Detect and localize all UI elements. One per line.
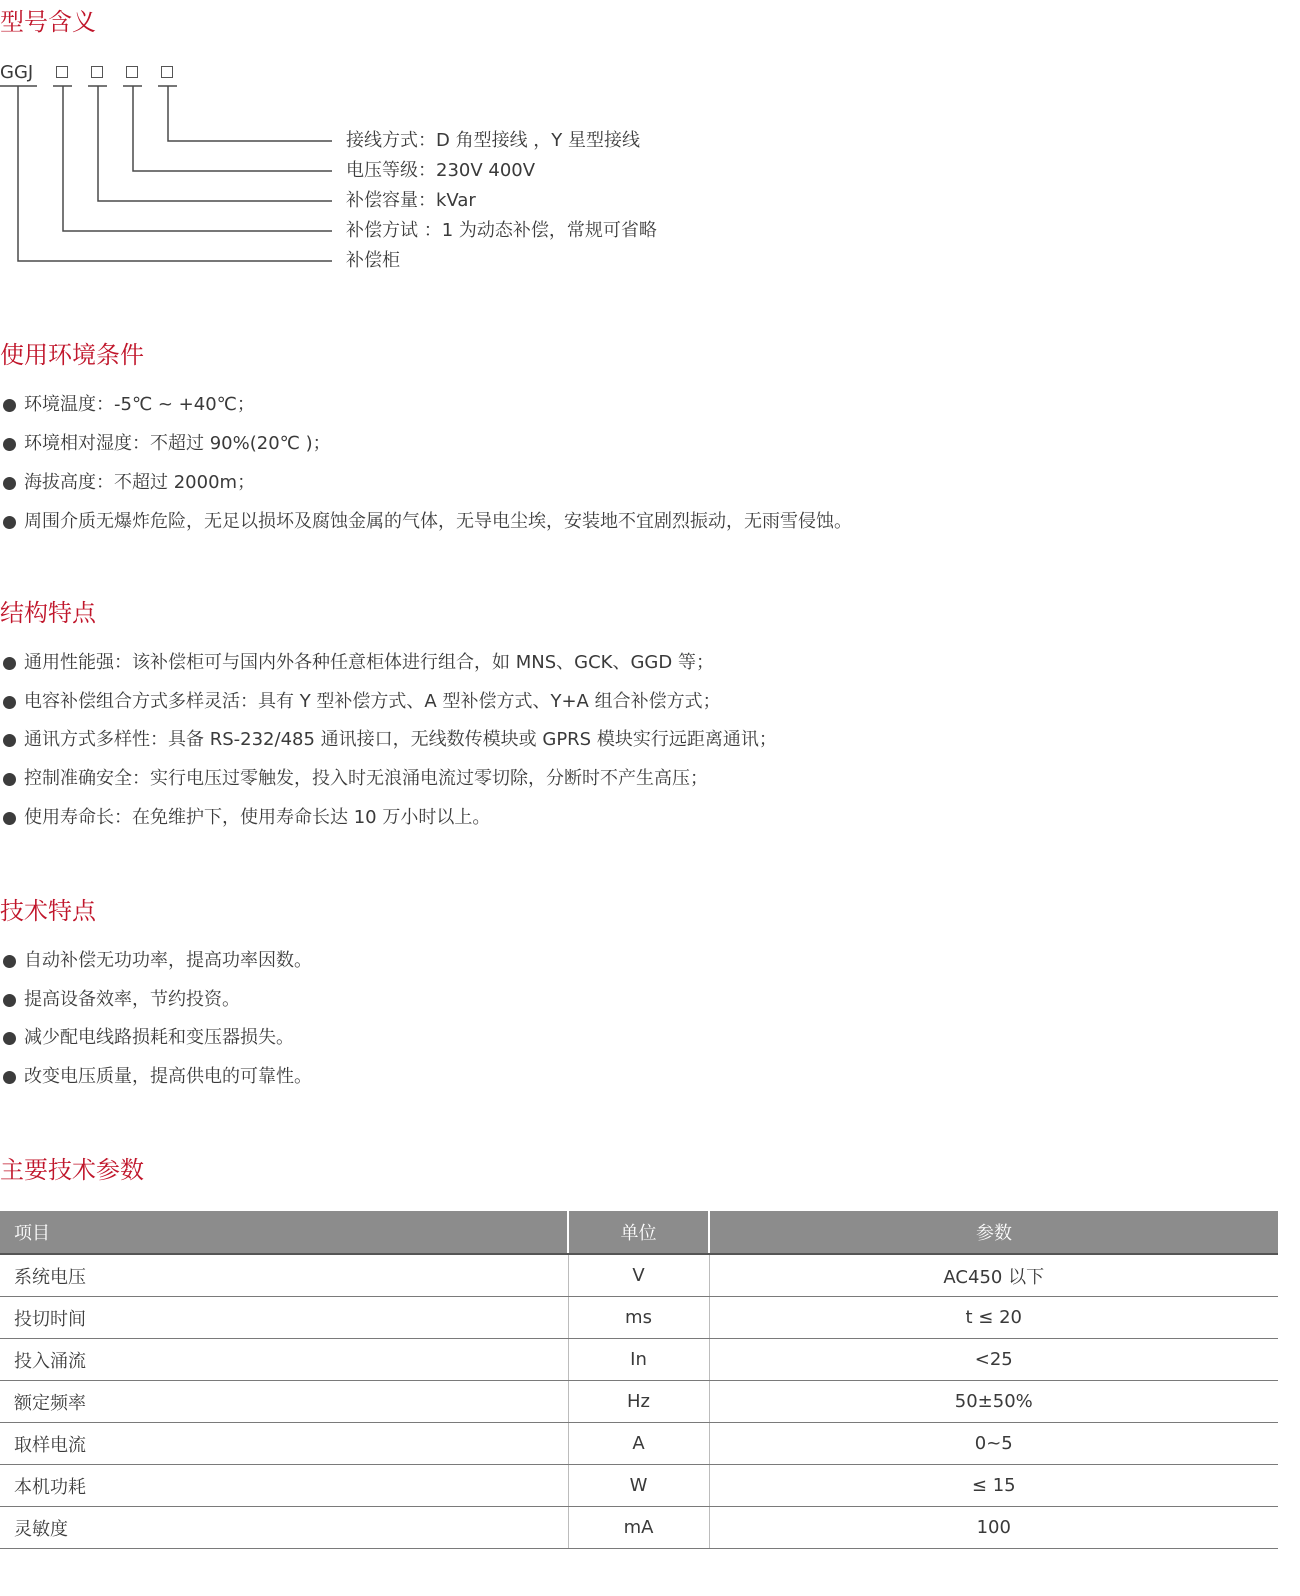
cell-unit: W (568, 1465, 709, 1507)
environment-title: 使用环境条件 (0, 341, 144, 369)
table-row (0, 1423, 1278, 1465)
model-label-voltage: 电压等级：230V 400V (346, 160, 536, 181)
bullet-icon (3, 696, 16, 709)
bullet-icon (3, 1032, 16, 1045)
model-label-method: 补偿方试 ：1 为动态补偿，常规可省略 (346, 220, 657, 241)
cell-value: <25 (709, 1339, 1278, 1381)
params-title: 主要技术参数 (0, 1156, 144, 1184)
cell-value: 100 (709, 1507, 1278, 1549)
list-item: 减少配电线路损耗和变压器损失。 (0, 1025, 312, 1064)
bullet-icon (3, 516, 16, 529)
cell-unit: Hz (568, 1381, 709, 1423)
list-item: 周围介质无爆炸危险，无足以损坏及腐蚀金属的气体，无导电尘埃，安装地不宜剧烈振动，无雨雪侵蚀。 (0, 509, 852, 548)
list-item: 电容补偿组合方式多样灵活：具有 Y 型补偿方式、A 型补偿方式、Y+A 组合补偿方式； (0, 689, 777, 728)
list-item: 环境相对湿度：不超过 90%(20℃ )； (0, 431, 852, 470)
list-item: 控制准确安全：实行电压过零触发，投入时无浪涌电流过零切除，分断时不产生高压； (0, 766, 777, 805)
list-item: 改变电压质量，提高供电的可靠性。 (0, 1064, 312, 1103)
cell-item: 投切时间 (0, 1297, 568, 1339)
cell-unit: In (568, 1339, 709, 1381)
table-row (0, 1465, 1278, 1507)
table-row (0, 1381, 1278, 1423)
bullet-icon (3, 955, 16, 968)
bullet-icon (3, 657, 16, 670)
bullet-icon (3, 1071, 16, 1084)
cell-item: 取样电流 (0, 1423, 568, 1465)
bullet-icon (3, 438, 16, 451)
cell-value: 0~5 (709, 1423, 1278, 1465)
list-item: 海拔高度：不超过 2000m； (0, 470, 852, 509)
table-header-row (0, 1211, 1278, 1254)
table-row (0, 1297, 1278, 1339)
list-item: 使用寿命长：在免维护下，使用寿命长达 10 万小时以上。 (0, 805, 777, 844)
cell-item: 额定频率 (0, 1381, 568, 1423)
cell-value: 50±50% (709, 1381, 1278, 1423)
table-row (0, 1254, 1278, 1297)
cell-value: ≤ 15 (709, 1465, 1278, 1507)
cell-item: 灵敏度 (0, 1507, 568, 1549)
cell-unit: mA (568, 1507, 709, 1549)
environment-list (0, 392, 852, 548)
cell-unit: ms (568, 1297, 709, 1339)
model-label-wiring: 接线方式：D 角型接线 ，Y 星型接线 (346, 130, 641, 151)
cell-unit: A (568, 1423, 709, 1465)
bullet-icon (3, 477, 16, 490)
cell-value: AC450 以下 (709, 1254, 1278, 1297)
list-item: 环境温度：-5℃ ~ +40℃； (0, 392, 852, 431)
list-item: 自动补偿无功功率，提高功率因数。 (0, 948, 312, 987)
list-item: 通讯方式多样性：具备 RS-232/485 通讯接口，无线数传模块或 GPRS 模块实行远距离通讯； (0, 727, 777, 766)
cell-unit: V (568, 1254, 709, 1297)
cell-item: 本机功耗 (0, 1465, 568, 1507)
model-label-capacity: 补偿容量：kVar (346, 190, 476, 211)
cell-value: t ≤ 20 (709, 1297, 1278, 1339)
structure-title: 结构特点 (0, 599, 96, 627)
model-bracket-lines (0, 0, 360, 280)
model-label-cabinet: 补偿柜 (346, 250, 400, 271)
header-item: 项目 (0, 1211, 568, 1254)
bullet-icon (3, 773, 16, 786)
bullet-icon (3, 734, 16, 747)
bullet-icon (3, 399, 16, 412)
model-prefix: GGJ (0, 62, 34, 83)
cell-item: 投入涌流 (0, 1339, 568, 1381)
header-unit: 单位 (568, 1211, 709, 1254)
bullet-icon (3, 994, 16, 1007)
table-row (0, 1507, 1278, 1549)
table-row (0, 1339, 1278, 1381)
structure-list (0, 650, 777, 843)
params-table (0, 1211, 1278, 1549)
cell-item: 系统电压 (0, 1254, 568, 1297)
list-item: 通用性能强：该补偿柜可与国内外各种任意柜体进行组合，如 MNS、GCK、GGD 等； (0, 650, 777, 689)
technical-title: 技术特点 (0, 897, 96, 925)
header-value: 参数 (709, 1211, 1278, 1254)
technical-list (0, 948, 312, 1103)
list-item: 提高设备效率，节约投资。 (0, 987, 312, 1026)
model-meaning-title: 型号含义 (0, 8, 96, 36)
bullet-icon (3, 812, 16, 825)
